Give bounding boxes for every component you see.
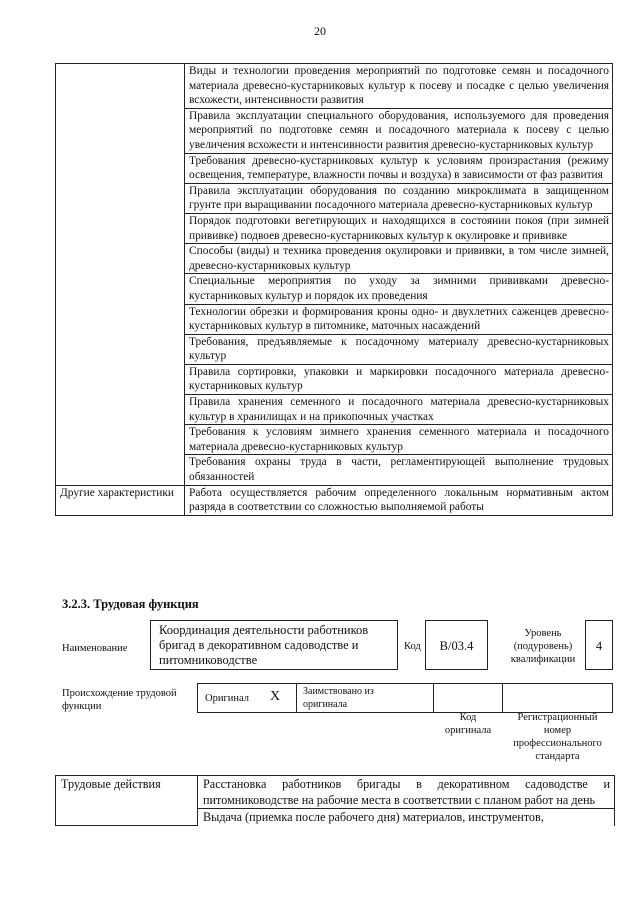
other-characteristics-label: Другие характеристики [56, 485, 185, 515]
origin-label: Происхождение трудовой функции [62, 688, 177, 712]
knowledge-item: Требования к условиям зимнего хранения семенного материала и посадочного материала древесно-кустарниковых культур [185, 425, 613, 455]
table-row [56, 776, 615, 809]
knowledge-item: Требования, предъявляемые к посадочному материалу древесно-кустарниковых культур [185, 334, 613, 364]
origin-reg-box [502, 683, 613, 713]
knowledge-item: Правила хранения семенного и посадочного материала древесно-кустарниковых культур в хранилищах и на прикопочных участках [185, 395, 613, 425]
function-code-box: B/03.4 [425, 620, 488, 670]
knowledge-item: Способы (виды) и техника проведения окулировки и прививки, в том числе зимней, древесно-кустарниковых культур [185, 244, 613, 274]
knowledge-table [55, 63, 613, 516]
table-row [56, 485, 613, 515]
knowledge-item: Технологии обрезки и формирования кроны одно- и двухлетних саженцев древесно-кустарниковых культур в питомнике, маточных насаждений [185, 304, 613, 334]
page-number: 20 [314, 24, 326, 38]
origin-original-box [197, 683, 297, 713]
labor-action-item: Расстановка работников бригады в декоративном садоводстве и питомниководстве на рабочие места в соответствии с планом работ на день [198, 776, 615, 809]
level-box: 4 [585, 620, 613, 670]
borrowed-label: Заимствовано из оригинала [303, 686, 374, 710]
other-characteristics-text: Работа осуществляется рабочим определенного локальным нормативным актом разряда в соответствии со сложностью выполняемой работы [185, 485, 613, 515]
original-mark: X [270, 689, 281, 704]
level-label: Уровень (подуровень) квалификации [510, 628, 576, 665]
labor-action-item: Выдача (приемка после рабочего дня) материалов, инструментов, [198, 809, 615, 826]
origin-code-box [433, 683, 503, 713]
knowledge-item: Специальные мероприятия по уходу за зимними прививками древесно-кустарниковых культур и порядок их проведения [185, 274, 613, 304]
origin-borrowed-box [296, 683, 434, 713]
function-name-box: Координация деятельности работников бригад в декоративном садоводстве и питомниководстве [150, 620, 398, 670]
original-label: Оригинал [205, 693, 249, 704]
knowledge-item: Требования древесно-кустарниковых культур к условиям произрастания (режиму освещения, температуре, влажности почвы и воздуха) в зависимости от фаз развития [185, 153, 613, 183]
labor-actions-label: Трудовые действия [56, 776, 198, 826]
knowledge-item: Виды и технологии проведения мероприятий по подготовке семян и посадочного материала древесно-кустарниковых культур к посеву и посадке с целью увеличения всхожести, интенсивности развития [185, 64, 613, 109]
code-label: Код [404, 641, 421, 652]
labor-actions-table [55, 775, 615, 826]
section-title: 3.2.3. Трудовая функция [62, 597, 199, 611]
knowledge-item: Правила сортировки, упаковки и маркировки посадочного материала древесно-кустарниковых культур [185, 364, 613, 394]
knowledge-item: Требования охраны труда в части, регламентирующей выполнение трудовых обязанностей [185, 455, 613, 485]
table-row [56, 64, 613, 109]
knowledge-item: Порядок подготовки вегетирующих и находящихся в состоянии покоя (при зимней прививке) подвоев древесно-кустарниковых культур к окулировке и прививке [185, 213, 613, 243]
knowledge-label-cell [56, 64, 185, 486]
reg-number-caption: Регистрационный номер профессионального стандарта [513, 712, 602, 762]
name-label: Наименование [62, 643, 128, 654]
knowledge-item: Правила эксплуатации специального оборудования, используемого для проведения мероприятий по подготовке семян и посадочного материала к посеву с целью увеличения всхожести и интенсивности развития древесно-кустарниковых культур [185, 108, 613, 153]
knowledge-item: Правила эксплуатации оборудования по созданию микроклимата в защищенном грунте при выращивании посадочного материала древесно-кустарниковых культур [185, 183, 613, 213]
code-original-caption: Код оригинала [444, 712, 492, 736]
